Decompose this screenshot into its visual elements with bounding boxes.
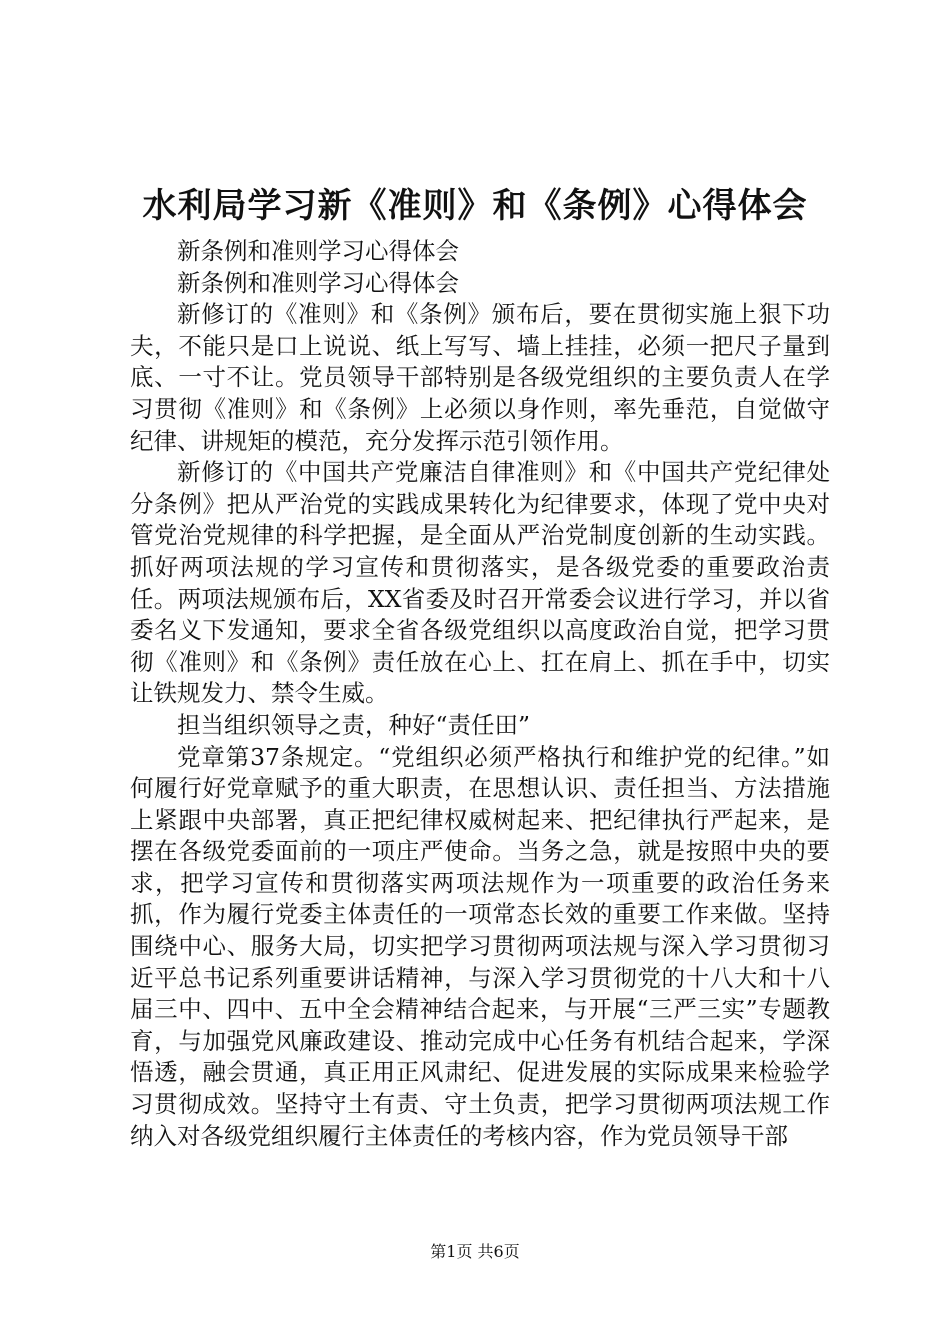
section-heading: 担当组织领导之责，种好“责任田”	[177, 710, 531, 739]
body-paragraph: 新修订的《中国共产党廉洁自律准则》和《中国共产党纪律处分条例》把从严治党的实践成果转化为纪律要求，体现了党中央对管党治党规律的科学把握，是全面从严治党制度创新的生动实践。抓好两项法规的学习宣传和贯彻落实，是各级党委的重要政治责任。两项法规颁布后，XX省委及时召开常委会议进行学习，并以省委名义下发通知，要求全省各级党组织以高度政治自觉，把学习贯彻《准则》和《条例》责任放在心上、扛在肩上、抓在手中，切实让铁规发力、禁令生威。	[130, 458, 830, 708]
page-number-footer: 第1页 共6页	[430, 1242, 520, 1261]
body-paragraph: 党章第37条规定。“党组织必须严格执行和维护党的纪律。”如何履行好党章赋予的重大职责，在思想认识、责任担当、方法措施上紧跟中央部署，真正把纪律权威树起来、把纪律执行严起来，是摆在各级党委面前的一项庄严使命。当务之急，就是按照中央的要求，把学习宣传和贯彻落实两项法规作为一项重要的政治任务来抓，作为履行党委主体责任的一项常态长效的重要工作来做。坚持围绕中心、服务大局，切实把学习贯彻两项法规与深入学习贯彻习近平总书记系列重要讲话精神，与深入学习贯彻党的十八大和十八届三中、四中、五中全会精神结合起来，与开展“三严三实”专题教育，与加强党风廉政建设、推动完成中心任务有机结合起来，学深悟透，融会贯通，真正用正风肃纪、促进发展的实际成果来检验学习贯彻成效。坚持守土有责、守土负责，把学习贯彻两项法规工作纳入对各级党组织履行主体责任的考核内容，作为党员领导干部	[130, 742, 830, 1150]
subtitle-line: 新条例和准则学习心得体会	[177, 268, 459, 297]
document-title: 水利局学习新《准则》和《条例》心得体会	[142, 186, 808, 226]
subtitle-line: 新条例和准则学习心得体会	[177, 237, 459, 265]
document-body	[130, 236, 830, 1152]
body-paragraph: 新修订的《准则》和《条例》颁布后，要在贯彻实施上狠下功夫，不能只是口上说说、纸上写写、墙上挂挂，必须一把尺子量到底、一寸不让。党员领导干部特别是各级党组织的主要负责人在学习贯彻《准则》和《条例》上必须以身作则，率先垂范，自觉做守纪律、讲规矩的模范，充分发挥示范引领作用。	[130, 300, 830, 455]
